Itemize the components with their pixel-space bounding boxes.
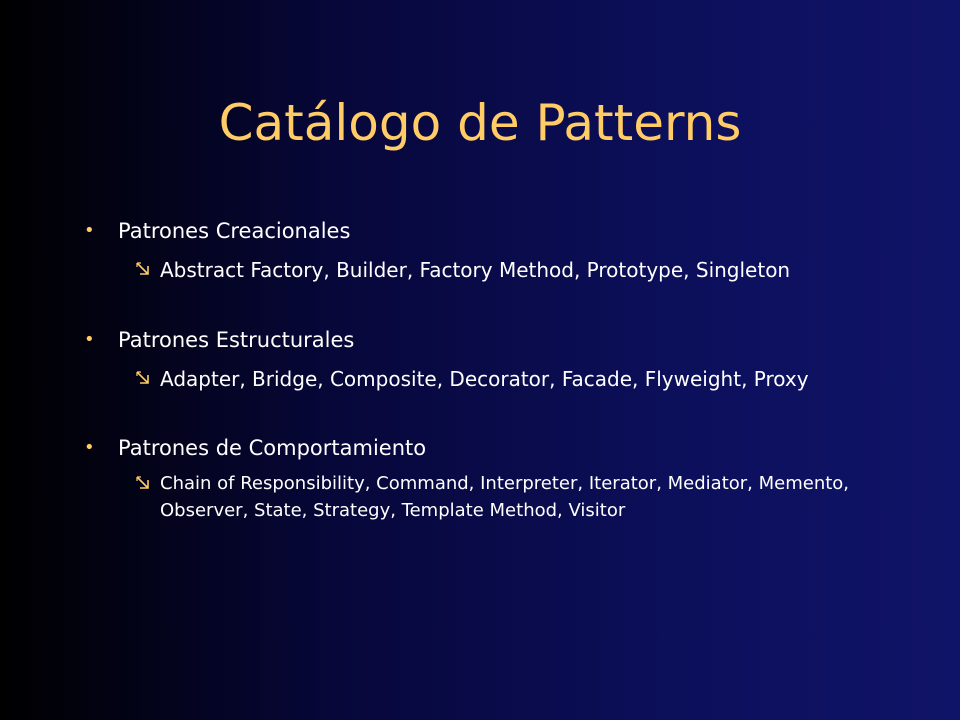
section-heading: Patrones Estructurales: [118, 328, 355, 352]
section-items: Chain of Responsibility, Command, Interpreter, Iterator, Mediator, Memento, Observer, State, Strategy, Template Method, Visitor: [160, 473, 850, 521]
arrow-sub-bullet-icon: [134, 369, 154, 389]
section-items: Adapter, Bridge, Composite, Decorator, Facade, Flyweight, Proxy: [160, 367, 809, 391]
bullet-icon: •: [84, 220, 95, 241]
section-items: Abstract Factory, Builder, Factory Method, Prototype, Singleton: [160, 258, 791, 282]
slide-title: Catálogo de Patterns: [218, 94, 742, 152]
section-heading: Patrones de Comportamiento: [118, 436, 427, 460]
arrow-sub-bullet-icon: [134, 474, 154, 494]
bullet-icon: •: [84, 329, 95, 350]
bullet-icon: •: [84, 437, 95, 458]
arrow-sub-bullet-icon: [134, 260, 154, 280]
section-heading: Patrones Creacionales: [118, 219, 351, 243]
